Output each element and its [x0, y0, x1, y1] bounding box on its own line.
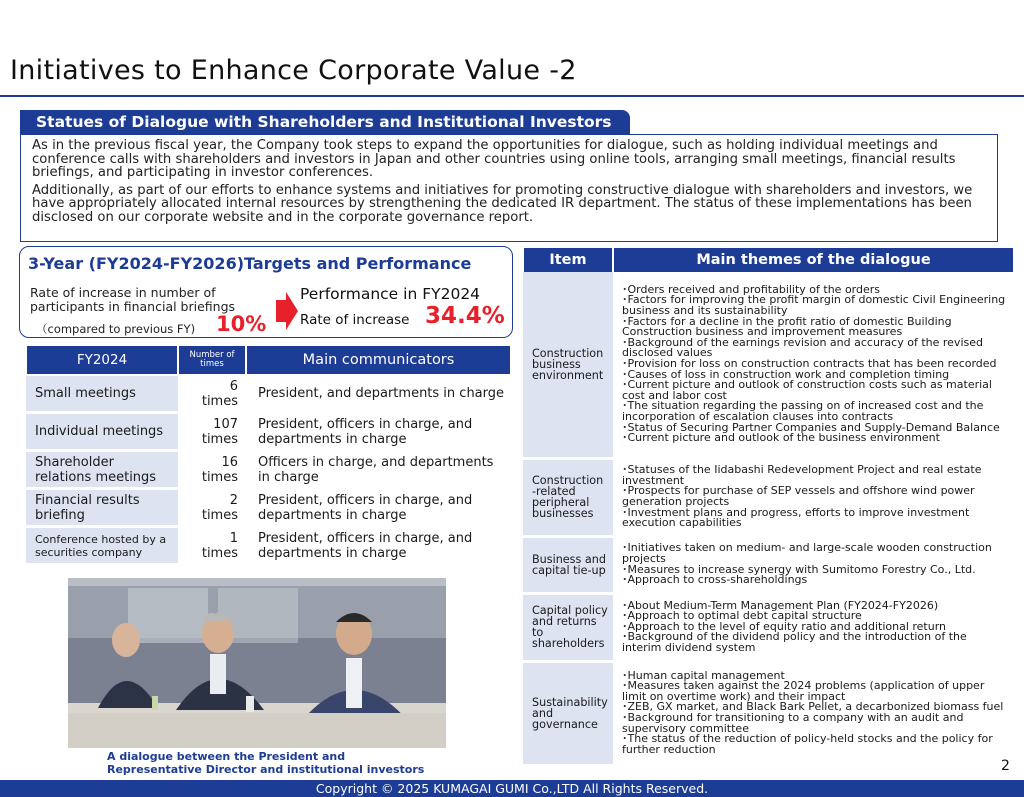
targets-title: 3-Year (FY2024-FY2026)Targets and Performance [28, 254, 472, 273]
page-title: Initiatives to Enhance Corporate Value -2 [10, 55, 577, 86]
item-header: Item [523, 248, 613, 272]
meeting-count: 1 times [178, 527, 246, 565]
rate-note: （compared to previous FY) [36, 322, 196, 336]
theme-list: ･About Medium-Term Management Plan (FY2024-FY2026) ･Approach to optimal debt capital structure ･Approach to the level of equity ratio and additional return ･Background of the dividend policy and the introduction of the interim dividend system [613, 593, 1013, 661]
dialogue-themes-table [522, 248, 1013, 767]
theme-list: ･Statuses of the Iidabashi Redevelopment Project and real estate investment ･Prospects for purchase of SEP vessels and offshore wind power generation projects ･Investment plans and progress, efforts to improve investment execution capabilities [613, 458, 1013, 536]
meeting-count: 107 times [178, 413, 246, 451]
theme-item: Sustainability and governance [523, 661, 613, 765]
theme-item: Business and capital tie-up [523, 536, 613, 593]
meeting-communicators: President, officers in charge, and departments in charge [246, 527, 511, 565]
arrow-right-icon [276, 292, 298, 330]
meeting-communicators: Officers in charge, and departments in charge [246, 451, 511, 489]
meeting-photo-illustration [68, 578, 446, 748]
copyright-footer: Copyright © 2025 KUMAGAI GUMI Co.,LTD All Rights Reserved. [0, 780, 1024, 797]
table-row [523, 661, 1013, 765]
meeting-type: Shareholder relations meetings [26, 451, 178, 489]
theme-item: Capital policy and returns to shareholders [523, 593, 613, 661]
meeting-count: 6 times [178, 375, 246, 413]
performance-value: 34.4% [425, 303, 505, 329]
meeting-type: Conference hosted by a securities company [26, 527, 178, 565]
theme-item: Construction -related peripheral businesses [523, 458, 613, 536]
table-row [523, 458, 1013, 536]
table-row [523, 593, 1013, 661]
page-number: 2 [1001, 758, 1010, 774]
main-themes-header: Main themes of the dialogue [613, 248, 1013, 272]
dialogue-photo [68, 578, 446, 748]
fy-header: FY2024 [26, 345, 178, 375]
meeting-type: Financial results briefing [26, 489, 178, 527]
meeting-communicators: President, and departments in charge [246, 375, 511, 413]
photo-caption: A dialogue between the President and Representative Director and institutional investors [107, 750, 425, 776]
theme-list: ･Orders received and profitability of the orders ･Factors for improving the profit margin of domestic Civil Engineering business and its sustainability ･Factors for a decline in the profit ratio of domestic Building Construction business and improvement measures ･Background of the earnings revision and accuracy of the revised disclosed values ･Provision for loss on construction contracts that has been recorded ･Causes of loss in construction work and completion timing ･Current picture and outlook of construction costs such as material cost and labor cost ･The situation regarding the passing on of increased cost and the incorporation of escalation clauses into contracts ･Status of Securing Partner Companies and Supply-Demand Balance ･Current picture and outlook of the business environment [613, 272, 1013, 458]
rate-label: Rate of increase in number of participants in financial briefings [30, 285, 236, 314]
table-row [26, 489, 511, 527]
table-row [26, 451, 511, 489]
performance-label: Performance in FY2024 [300, 285, 481, 303]
meeting-count: 16 times [178, 451, 246, 489]
meeting-count: 2 times [178, 489, 246, 527]
theme-list: ･Human capital management ･Measures taken against the 2024 problems (application of upper limit on overtime work) and their impact ･ZEB, GX market, and Black Bark Pellet, a decarbonized biomass fuel ･Background for transitioning to a company with an audit and supervisory committee ･The status of the reduction of policy-held stocks and the policy for further reduction [613, 661, 1013, 765]
performance-rate-label: Rate of increase [300, 312, 410, 328]
table-row [26, 413, 511, 451]
intro-box [20, 134, 998, 242]
meeting-communicators: President, officers in charge, and departments in charge [246, 413, 511, 451]
table-row [523, 536, 1013, 593]
times-header: Number of times [178, 345, 246, 375]
intro-paragraph-1: As in the previous fiscal year, the Company took steps to expand the opportunities for dialogue, such as holding individual meetings and conference calls with shareholders and investors in Japan and other countries using online tools, arranging small meetings, financial results briefings, and participating in investor conferences. [32, 138, 956, 180]
section-heading: Statues of Dialogue with Shareholders and Institutional Investors [20, 110, 630, 134]
target-value: 10% [216, 312, 267, 336]
meeting-type: Individual meetings [26, 413, 178, 451]
meeting-type: Small meetings [26, 375, 178, 413]
meeting-communicators: President, officers in charge, and departments in charge [246, 489, 511, 527]
table-row [26, 375, 511, 413]
table-row [26, 527, 511, 565]
table-row [523, 272, 1013, 458]
intro-paragraph-2: Additionally, as part of our efforts to enhance systems and initiatives for promoting constructive dialogue with shareholders and investors, we have appropriately allocated internal resources by strengthening the dedicated IR department. The status of these implementations has been disclosed on our corporate website and in the corporate governance report. [32, 182, 973, 225]
title-divider [0, 95, 1024, 97]
theme-list: ･Initiatives taken on medium- and large-scale wooden construction projects ･Measures to increase synergy with Sumitomo Forestry Co., Ltd. ･Approach to cross-shareholdings [613, 536, 1013, 593]
theme-item: Construction business environment [523, 272, 613, 458]
communicators-header: Main communicators [246, 345, 511, 375]
communications-table [25, 344, 512, 566]
